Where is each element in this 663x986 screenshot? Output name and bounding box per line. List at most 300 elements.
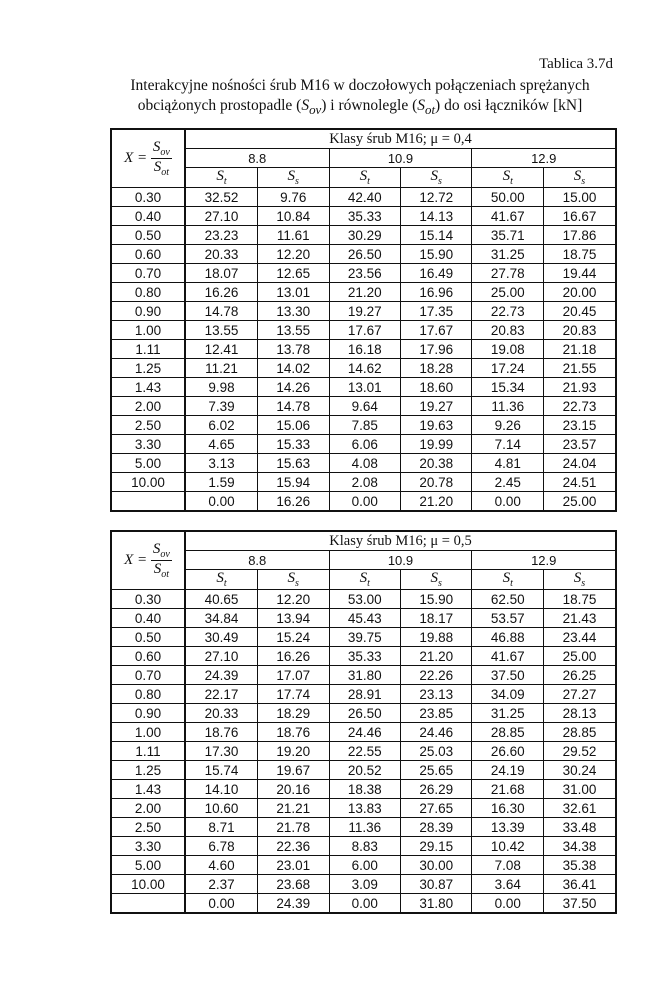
value-cell: 35.33 <box>329 207 400 226</box>
value-cell: 27.10 <box>185 207 258 226</box>
value-cell: 0.00 <box>329 894 400 914</box>
table-row <box>111 283 616 302</box>
value-cell: 20.45 <box>543 302 616 321</box>
ss-column-header: $S_s$ <box>400 168 471 188</box>
value-cell: 23.85 <box>400 704 471 723</box>
value-cell: 20.78 <box>400 473 471 492</box>
value-cell: 30.24 <box>543 761 616 780</box>
value-cell: 18.76 <box>185 723 258 742</box>
x-ratio-cell: 2.50 <box>111 416 185 435</box>
x-ratio-cell: 0.30 <box>111 188 185 207</box>
value-cell: 2.45 <box>472 473 543 492</box>
st-column-header: $S_t$ <box>185 570 258 590</box>
x-ratio-cell: 2.00 <box>111 799 185 818</box>
table-row <box>111 188 616 207</box>
x-ratio-cell: 1.25 <box>111 761 185 780</box>
value-cell: 20.83 <box>543 321 616 340</box>
x-ratio-cell: 2.50 <box>111 818 185 837</box>
value-cell: 19.27 <box>329 302 400 321</box>
interaction-table-mu-0-5 <box>110 530 617 914</box>
x-ratio-cell: 1.25 <box>111 359 185 378</box>
value-cell: 20.83 <box>472 321 543 340</box>
value-cell: 23.13 <box>400 685 471 704</box>
caption-symbol-sot: $S_{ot}$ <box>417 97 436 118</box>
value-cell: 27.10 <box>185 647 258 666</box>
value-cell: 17.30 <box>185 742 258 761</box>
value-cell: 15.74 <box>185 761 258 780</box>
grade-12-9-header: 12.9 <box>472 149 616 168</box>
value-cell: 17.67 <box>400 321 471 340</box>
value-cell: 15.00 <box>543 188 616 207</box>
value-cell: 13.01 <box>329 378 400 397</box>
value-cell: 40.65 <box>185 590 258 609</box>
value-cell: 21.78 <box>258 818 329 837</box>
value-cell: 15.94 <box>258 473 329 492</box>
x-ratio-cell: 0.70 <box>111 264 185 283</box>
value-cell: 11.21 <box>185 359 258 378</box>
value-cell: 14.02 <box>258 359 329 378</box>
st-column-header: $S_t$ <box>185 168 258 188</box>
value-cell: 13.30 <box>258 302 329 321</box>
x-ratio-cell: 10.00 <box>111 875 185 894</box>
table-row <box>111 761 616 780</box>
value-cell: 22.26 <box>400 666 471 685</box>
value-cell: 18.60 <box>400 378 471 397</box>
value-cell: 34.84 <box>185 609 258 628</box>
caption-symbol-sov: $S_{ov}$ <box>301 97 322 118</box>
value-cell: 20.16 <box>258 780 329 799</box>
value-cell: 50.00 <box>472 188 543 207</box>
grade-12-9-header: 12.9 <box>472 551 616 570</box>
value-cell: 20.52 <box>329 761 400 780</box>
x-ratio-cell: 3.30 <box>111 435 185 454</box>
value-cell: 19.20 <box>258 742 329 761</box>
value-cell: 15.34 <box>472 378 543 397</box>
value-cell: 11.61 <box>258 226 329 245</box>
x-ratio-cell: 2.00 <box>111 397 185 416</box>
value-cell: 21.93 <box>543 378 616 397</box>
value-cell: 30.49 <box>185 628 258 647</box>
value-cell: 16.49 <box>400 264 471 283</box>
value-cell: 28.85 <box>543 723 616 742</box>
x-ratio-cell: 0.30 <box>111 590 185 609</box>
value-cell: 23.23 <box>185 226 258 245</box>
ss-column-header: $S_s$ <box>258 168 329 188</box>
x-ratio-fraction: $\frac{S_{ov}}{S_{ot}}$ <box>152 139 170 178</box>
st-column-header: $S_t$ <box>329 168 400 188</box>
value-cell: 20.38 <box>400 454 471 473</box>
ss-column-header: $S_s$ <box>543 570 616 590</box>
x-ratio-cell: 1.11 <box>111 340 185 359</box>
value-cell: 32.52 <box>185 188 258 207</box>
table-row <box>111 226 616 245</box>
value-cell: 10.84 <box>258 207 329 226</box>
value-cell: 3.64 <box>472 875 543 894</box>
value-cell: 12.20 <box>258 590 329 609</box>
ss-column-header: $S_s$ <box>400 570 471 590</box>
value-cell: 12.20 <box>258 245 329 264</box>
value-cell: 37.50 <box>472 666 543 685</box>
value-cell: 18.76 <box>258 723 329 742</box>
value-cell: 13.01 <box>258 283 329 302</box>
value-cell: 14.78 <box>258 397 329 416</box>
value-cell: 6.06 <box>329 435 400 454</box>
value-cell: 26.50 <box>329 704 400 723</box>
value-cell: 62.50 <box>472 590 543 609</box>
value-cell: 35.38 <box>543 856 616 875</box>
value-cell: 15.14 <box>400 226 471 245</box>
table-row <box>111 875 616 894</box>
value-cell: 19.27 <box>400 397 471 416</box>
value-cell: 11.36 <box>472 397 543 416</box>
value-cell: 19.63 <box>400 416 471 435</box>
x-ratio-cell: 0.50 <box>111 226 185 245</box>
x-ratio-cell: 0.90 <box>111 704 185 723</box>
x-ratio-cell: 1.00 <box>111 321 185 340</box>
value-cell: 22.73 <box>543 397 616 416</box>
value-cell: 26.29 <box>400 780 471 799</box>
value-cell: 29.52 <box>543 742 616 761</box>
ss-column-header: $S_s$ <box>258 570 329 590</box>
ss-column-header: $S_s$ <box>543 168 616 188</box>
value-cell: 0.00 <box>472 492 543 512</box>
value-cell: 22.36 <box>258 837 329 856</box>
value-cell: 20.33 <box>185 704 258 723</box>
value-cell: 31.00 <box>543 780 616 799</box>
x-ratio-cell: 5.00 <box>111 856 185 875</box>
value-cell: 24.04 <box>543 454 616 473</box>
value-cell: 11.36 <box>329 818 400 837</box>
value-cell: 12.65 <box>258 264 329 283</box>
value-cell: 4.08 <box>329 454 400 473</box>
value-cell: 18.28 <box>400 359 471 378</box>
table-row <box>111 723 616 742</box>
value-cell: 6.78 <box>185 837 258 856</box>
table-row <box>111 321 616 340</box>
value-cell: 17.96 <box>400 340 471 359</box>
value-cell: 15.63 <box>258 454 329 473</box>
bolt-class-header: Klasy śrub M16; μ = 0,4 <box>185 129 616 149</box>
value-cell: 31.80 <box>400 894 471 914</box>
value-cell: 17.35 <box>400 302 471 321</box>
value-cell: 9.64 <box>329 397 400 416</box>
table-row <box>111 837 616 856</box>
value-cell: 16.96 <box>400 283 471 302</box>
value-cell: 4.65 <box>185 435 258 454</box>
caption-line-2b: ) i równolegle ( <box>321 97 418 114</box>
x-ratio-header: X = $\frac{S_{ov}}{S_{ot}}$ <box>111 129 185 188</box>
value-cell: 13.94 <box>258 609 329 628</box>
value-cell: 2.08 <box>329 473 400 492</box>
value-cell: 30.29 <box>329 226 400 245</box>
value-cell: 7.08 <box>472 856 543 875</box>
x-ratio-cell: 5.00 <box>111 454 185 473</box>
value-cell: 32.61 <box>543 799 616 818</box>
value-cell: 0.00 <box>329 492 400 512</box>
value-cell: 16.26 <box>258 492 329 512</box>
value-cell: 28.13 <box>543 704 616 723</box>
table-row <box>111 264 616 283</box>
value-cell: 28.91 <box>329 685 400 704</box>
value-cell: 22.73 <box>472 302 543 321</box>
value-cell: 17.86 <box>543 226 616 245</box>
value-cell: 20.33 <box>185 245 258 264</box>
value-cell: 14.26 <box>258 378 329 397</box>
table-row <box>111 492 616 512</box>
value-cell: 15.90 <box>400 245 471 264</box>
value-cell: 8.71 <box>185 818 258 837</box>
value-cell: 22.17 <box>185 685 258 704</box>
value-cell: 15.33 <box>258 435 329 454</box>
value-cell: 17.07 <box>258 666 329 685</box>
value-cell: 26.50 <box>329 245 400 264</box>
value-cell: 21.43 <box>543 609 616 628</box>
x-ratio-cell: 0.60 <box>111 245 185 264</box>
table-row <box>111 647 616 666</box>
value-cell: 25.65 <box>400 761 471 780</box>
grade-10-9-header: 10.9 <box>329 149 472 168</box>
value-cell: 18.29 <box>258 704 329 723</box>
value-cell: 36.41 <box>543 875 616 894</box>
st-column-header: $S_t$ <box>329 570 400 590</box>
x-ratio-cell: 0.40 <box>111 609 185 628</box>
value-cell: 39.75 <box>329 628 400 647</box>
value-cell: 0.00 <box>472 894 543 914</box>
x-ratio-cell: 0.80 <box>111 685 185 704</box>
value-cell: 18.38 <box>329 780 400 799</box>
value-cell: 18.07 <box>185 264 258 283</box>
table-row <box>111 207 616 226</box>
table-row <box>111 818 616 837</box>
caption-line-1: Interakcyjne nośności śrub M16 w doczołowych połączeniach sprężanych <box>130 77 590 94</box>
table-caption <box>100 76 620 120</box>
value-cell: 3.13 <box>185 454 258 473</box>
x-ratio-cell: 0.80 <box>111 283 185 302</box>
table-row <box>111 799 616 818</box>
table-row <box>111 609 616 628</box>
value-cell: 3.09 <box>329 875 400 894</box>
value-cell: 7.14 <box>472 435 543 454</box>
value-cell: 37.50 <box>543 894 616 914</box>
value-cell: 23.01 <box>258 856 329 875</box>
value-cell: 24.46 <box>329 723 400 742</box>
x-ratio-cell: 0.70 <box>111 666 185 685</box>
value-cell: 21.55 <box>543 359 616 378</box>
table-row <box>111 628 616 647</box>
value-cell: 27.27 <box>543 685 616 704</box>
value-cell: 25.00 <box>472 283 543 302</box>
table-row <box>111 416 616 435</box>
value-cell: 16.67 <box>543 207 616 226</box>
table-row <box>111 856 616 875</box>
x-ratio-cell: 1.11 <box>111 742 185 761</box>
value-cell: 21.18 <box>543 340 616 359</box>
table-row <box>111 704 616 723</box>
value-cell: 24.39 <box>258 894 329 914</box>
caption-line-2a: obciążonych prostopadle ( <box>137 97 302 114</box>
value-cell: 23.44 <box>543 628 616 647</box>
value-cell: 13.39 <box>472 818 543 837</box>
value-cell: 0.00 <box>185 894 258 914</box>
value-cell: 30.00 <box>400 856 471 875</box>
value-cell: 6.00 <box>329 856 400 875</box>
value-cell: 23.57 <box>543 435 616 454</box>
value-cell: 17.74 <box>258 685 329 704</box>
value-cell: 27.65 <box>400 799 471 818</box>
grade-10-9-header: 10.9 <box>329 551 472 570</box>
caption-line-2c: ) do osi łączników [kN] <box>435 97 583 114</box>
value-cell: 31.25 <box>472 245 543 264</box>
table-row <box>111 473 616 492</box>
value-cell: 22.55 <box>329 742 400 761</box>
value-cell: 17.24 <box>472 359 543 378</box>
value-cell: 53.00 <box>329 590 400 609</box>
value-cell: 27.78 <box>472 264 543 283</box>
value-cell: 4.81 <box>472 454 543 473</box>
value-cell: 42.40 <box>329 188 400 207</box>
table-row <box>111 780 616 799</box>
x-ratio-cell: 3.30 <box>111 837 185 856</box>
value-cell: 0.00 <box>185 492 258 512</box>
value-cell: 23.56 <box>329 264 400 283</box>
value-cell: 29.15 <box>400 837 471 856</box>
value-cell: 23.15 <box>543 416 616 435</box>
value-cell: 15.90 <box>400 590 471 609</box>
table-row <box>111 397 616 416</box>
table-number: Tablica 3.7d <box>539 56 613 72</box>
value-cell: 13.55 <box>258 321 329 340</box>
value-cell: 9.98 <box>185 378 258 397</box>
value-cell: 24.39 <box>185 666 258 685</box>
x-ratio-cell: 1.43 <box>111 378 185 397</box>
value-cell: 13.55 <box>185 321 258 340</box>
table-row <box>111 359 616 378</box>
value-cell: 9.26 <box>472 416 543 435</box>
value-cell: 28.85 <box>472 723 543 742</box>
grade-8-8-header: 8.8 <box>185 551 329 570</box>
value-cell: 16.26 <box>185 283 258 302</box>
value-cell: 25.00 <box>543 647 616 666</box>
value-cell: 18.75 <box>543 590 616 609</box>
value-cell: 24.19 <box>472 761 543 780</box>
table-row <box>111 340 616 359</box>
value-cell: 1.59 <box>185 473 258 492</box>
value-cell: 14.62 <box>329 359 400 378</box>
grade-8-8-header: 8.8 <box>185 149 329 168</box>
value-cell: 16.30 <box>472 799 543 818</box>
value-cell: 14.13 <box>400 207 471 226</box>
value-cell: 21.20 <box>329 283 400 302</box>
value-cell: 31.25 <box>472 704 543 723</box>
value-cell: 24.51 <box>543 473 616 492</box>
value-cell: 12.72 <box>400 188 471 207</box>
value-cell: 53.57 <box>472 609 543 628</box>
value-cell: 8.83 <box>329 837 400 856</box>
x-ratio-cell <box>111 894 185 914</box>
bolt-class-header: Klasy śrub M16; μ = 0,5 <box>185 531 616 551</box>
value-cell: 15.06 <box>258 416 329 435</box>
value-cell: 18.75 <box>543 245 616 264</box>
value-cell: 16.26 <box>258 647 329 666</box>
x-ratio-fraction: $\frac{S_{ov}}{S_{ot}}$ <box>152 541 170 580</box>
value-cell: 21.68 <box>472 780 543 799</box>
table-row <box>111 742 616 761</box>
x-ratio-cell: 0.60 <box>111 647 185 666</box>
value-cell: 35.71 <box>472 226 543 245</box>
value-cell: 21.20 <box>400 492 471 512</box>
table-row <box>111 894 616 914</box>
value-cell: 35.33 <box>329 647 400 666</box>
value-cell: 41.67 <box>472 647 543 666</box>
value-cell: 33.48 <box>543 818 616 837</box>
value-cell: 45.43 <box>329 609 400 628</box>
value-cell: 14.78 <box>185 302 258 321</box>
table-row <box>111 685 616 704</box>
st-column-header: $S_t$ <box>472 570 543 590</box>
table-row <box>111 590 616 609</box>
value-cell: 6.02 <box>185 416 258 435</box>
x-ratio-header: X = $\frac{S_{ov}}{S_{ot}}$ <box>111 531 185 590</box>
value-cell: 7.85 <box>329 416 400 435</box>
value-cell: 25.00 <box>543 492 616 512</box>
table-row <box>111 435 616 454</box>
table-row <box>111 245 616 264</box>
value-cell: 15.24 <box>258 628 329 647</box>
x-ratio-cell: 1.43 <box>111 780 185 799</box>
table-row <box>111 666 616 685</box>
st-column-header: $S_t$ <box>472 168 543 188</box>
table-row <box>111 302 616 321</box>
x-ratio-cell <box>111 492 185 512</box>
value-cell: 28.39 <box>400 818 471 837</box>
value-cell: 19.44 <box>543 264 616 283</box>
value-cell: 26.60 <box>472 742 543 761</box>
interaction-table-mu-0-4 <box>110 128 617 512</box>
value-cell: 16.18 <box>329 340 400 359</box>
value-cell: 7.39 <box>185 397 258 416</box>
x-ratio-cell: 1.00 <box>111 723 185 742</box>
value-cell: 20.00 <box>543 283 616 302</box>
value-cell: 9.76 <box>258 188 329 207</box>
value-cell: 41.67 <box>472 207 543 226</box>
value-cell: 13.78 <box>258 340 329 359</box>
value-cell: 19.88 <box>400 628 471 647</box>
value-cell: 26.25 <box>543 666 616 685</box>
value-cell: 30.87 <box>400 875 471 894</box>
value-cell: 17.67 <box>329 321 400 340</box>
value-cell: 19.08 <box>472 340 543 359</box>
value-cell: 4.60 <box>185 856 258 875</box>
value-cell: 18.17 <box>400 609 471 628</box>
value-cell: 10.60 <box>185 799 258 818</box>
value-cell: 25.03 <box>400 742 471 761</box>
value-cell: 14.10 <box>185 780 258 799</box>
value-cell: 19.67 <box>258 761 329 780</box>
value-cell: 21.21 <box>258 799 329 818</box>
table-row <box>111 378 616 397</box>
value-cell: 23.68 <box>258 875 329 894</box>
x-ratio-cell: 0.40 <box>111 207 185 226</box>
value-cell: 10.42 <box>472 837 543 856</box>
value-cell: 13.83 <box>329 799 400 818</box>
value-cell: 21.20 <box>400 647 471 666</box>
value-cell: 31.80 <box>329 666 400 685</box>
value-cell: 2.37 <box>185 875 258 894</box>
value-cell: 19.99 <box>400 435 471 454</box>
table-row <box>111 454 616 473</box>
value-cell: 12.41 <box>185 340 258 359</box>
x-ratio-cell: 0.50 <box>111 628 185 647</box>
